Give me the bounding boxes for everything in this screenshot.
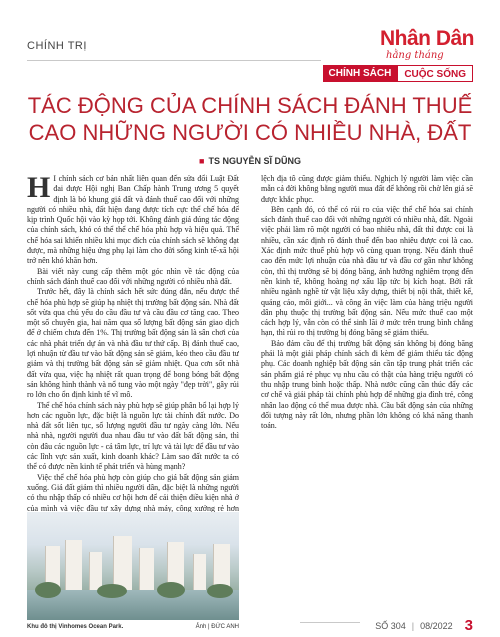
logo-sub-text: hằng tháng: [386, 50, 444, 61]
photo-tree: [35, 582, 61, 598]
paragraph: Bên cạnh đó, có thể có rủi ro của việc thể chế hóa sai chính sách đánh thuế cao đối với những người có nhiều nhà, đất. Ngoài việc phải làm rõ một người có bao nhiêu nhà, đất thì được coi là nhiều, cần xác định rõ đánh thuế đến bao nhiêu được coi là cao. Xác định mức thuế phù hợp vô cùng quan trọng. Nếu đánh thuế cao đến mức lợi nhuận của nhà đầu tư và đầu cơ gần như không còn, thì thị trường sẽ bị đóng băng, ảnh hưởng nghiêm trọng đến nền kinh tế, không hoàng nợ xấu lập tức bị kích hoạt. Bởi rất nhiều ngành nghề từ vật liệu xây dựng, thiết bị nội thất, thiết kế, quảng cáo, môi giới... và công ăn việc làm của hàng triệu người dân phụ thuộc thị trường bất động sản. Nếu mức thuế cao một cách hợp lý, vẫn còn có thể sinh lãi ở mức trên trung bình chẳng hạn, thì rủi ro thị trường bị đóng băng sẽ giảm thiểu.: [261, 204, 473, 338]
photo-caption: Khu đô thị Vinhomes Ocean Park.: [27, 624, 124, 630]
tag-secondary[interactable]: CUỘC SỐNG: [397, 65, 473, 82]
page-footer: [375, 617, 473, 634]
article-photo: [27, 512, 239, 620]
paragraph: lệch địa tô cũng được giảm thiểu. Nghịch lý người làm việc cần mẫn cả đời không bằng người mua đất để không rồi chờ lên giá sẽ được khắc phục.: [261, 174, 473, 204]
right-text-wrap: [261, 174, 473, 600]
top-rule: [27, 60, 321, 61]
drop-cap: H: [27, 174, 51, 204]
photo-building: [193, 554, 206, 592]
paragraph: [27, 174, 239, 267]
photo-building: [65, 540, 82, 592]
category-tags: [323, 65, 473, 82]
photo-water: [27, 590, 239, 620]
lead-text: I chính sách cơ bản nhất liên quan đến sửa đổi Luật Đất đai được Hội nghị Ban Chấp hành Trung ương 5 quyết định là bỏ khung giá đất và đánh thuế cao đối với những người có nhiều nhà, đất hiện đang được tích cực thể chế hóa để kịp trình Quốc hội vào kỳ họp tới. Không đánh giá đúng tác động của chính sách, khó có thể thể chế hóa phù hợp và hiệu quả. Thể chế hóa sai khiến nhiều khi mục đích của chính sách sẽ không đạt được, mà những hiệu ứng phụ lại làm cho đời sống kinh tế-xã hội trở nên khó khăn hơn.: [27, 174, 239, 266]
photo-caption-row: [27, 624, 239, 630]
article-title: TÁC ĐỘNG CỦA CHÍNH SÁCH ĐÁNH THUẾ CAO NHỮNG NGƯỜI CÓ NHIỀU NHÀ, ĐẤT: [27, 93, 473, 145]
photo-tree: [207, 584, 233, 598]
byline-square-icon: ■: [199, 156, 205, 166]
paragraph: Thể chế hóa chính sách này phù hợp sẽ giúp phân bổ lại hợp lý hơn các nguồn lực, đặc biệt là nguồn lực tài chính đất nước. Do nhà đất sốt liên tục, số lượng người đầu tư ngày càng lớn. Nếu nhà nhà, người người đua nhau đầu tư vào đất bất động sản, thì còn đâu các nguồn lực - cả tâm lực, trí lực và tài lực để đầu tư vào các lĩnh vực sản xuất, kinh doanh khác? Làm sao đất nước ta có thể có được nền kinh tế phát triển và hùng mạnh?: [27, 400, 239, 472]
article-column-right: [261, 174, 473, 600]
left-text-wrap: [27, 174, 239, 512]
paragraph: Bảo đảm cầu để thị trường bất động sản không bị đóng băng phải là một giải pháp chính sách đi kèm để giảm thiểu tác động phụ. Các doanh nghiệp bất động sản cần tập trung phát triển các sản phẩm giá rẻ phục vụ nhu cầu có thật của hàng triệu người có thu nhập trung bình hoặc thấp. Nhà nước cũng cần thúc đẩy các cơ chế và giải pháp tài chính phù hợp để những gia đình trẻ, công nhân lao động có thể mua được nhà. Cầu bất động sản của những đối tượng này rất lớn, nhưng phần lớn không có khả năng thanh toán.: [261, 338, 473, 431]
author-name: TS NGUYỄN SĨ DŨNG: [208, 156, 301, 166]
photo-tree: [97, 584, 127, 598]
paragraph: Việc thể chế hóa phù hợp còn giúp cho giá bất động sản giảm xuống. Giá đất giảm thì nhiều người dân, đặc biệt là những người có thu nhập thấp có nhiều cơ hội hơn để cải thiện điều kiện nhà ở của mình và việc đầu tư xây dựng nhà máy, công xưởng rẻ hơn: [27, 472, 239, 512]
byline: [0, 156, 500, 166]
page-number: 3: [464, 617, 473, 634]
photo-building: [139, 548, 154, 592]
paragraph: Bài viết này cung cấp thêm một góc nhìn về tác động của chính sách đánh thuế cao đối với những người có nhiều nhà đất.: [27, 266, 239, 286]
footer-rule: [300, 622, 360, 623]
issue-date: 08/2022: [420, 620, 453, 631]
photo-credit: Ảnh | ĐỨC ANH: [195, 624, 239, 630]
section-label: CHÍNH TRỊ: [27, 40, 87, 52]
photo-tree: [157, 582, 185, 598]
paragraph: Trước hết, đây là chính sách hết sức đúng đắn, nếu được thể chế hóa phù hợp sẽ giúp hạ nhiệt thị trường bất động sản. Nhà đất sốt vừa qua chủ yếu do cầu đầu tư và cầu đầu cơ tăng cao. Theo một số chuyên gia, hai năm qua số lượng bất động sản giao dịch để ở chiếm chưa đến 1%. Thị trường bất động sản là sân chơi của các nhà phát triển dự án và nhà đầu tư thứ cấp. Bị đánh thuế cao, lợi nhuận từ đầu tư vào bất động sản sẽ giảm, kéo theo cầu đầu tư giảm và thị trường bất động sản sẽ giảm nhiệt. Qua cơn sốt nhà đất vừa qua, việc hạ nhiệt rất quan trọng để bong bóng bất động sản không hình thành và nổ tung vào một ngày "đẹp trời", gây rủi ro lớn cho ổn định kinh tế vĩ mô.: [27, 287, 239, 400]
tag-primary[interactable]: CHÍNH SÁCH: [323, 65, 398, 82]
newspaper-logo[interactable]: [380, 28, 476, 62]
logo-main-text: Nhân Dân: [380, 27, 475, 50]
issue-number: SỐ 304: [375, 620, 406, 631]
footer-separator: |: [411, 620, 415, 631]
